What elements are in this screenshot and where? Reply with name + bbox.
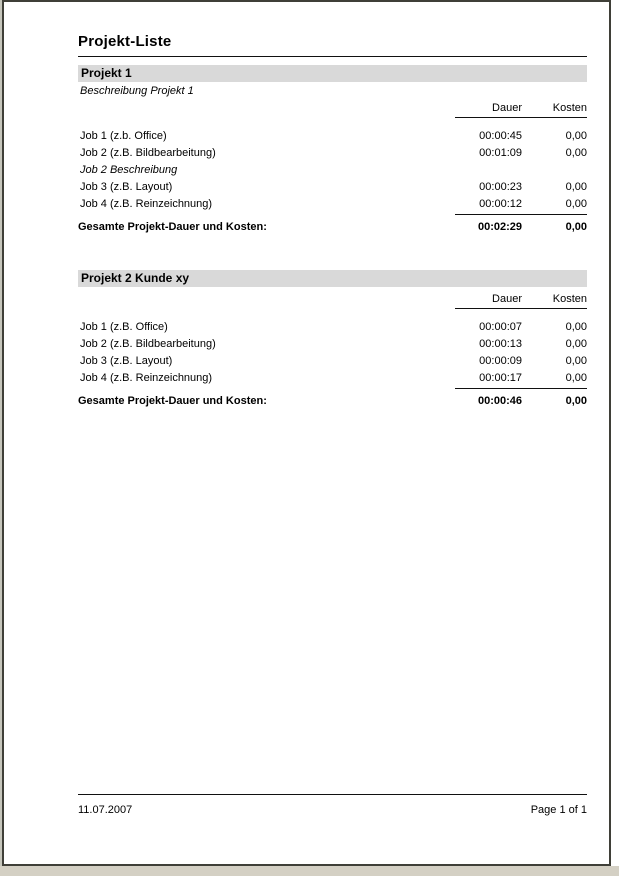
project-1-description: Beschreibung Projekt 1 xyxy=(80,85,194,97)
job-label: Job 1 (z.b. Office) xyxy=(80,129,167,142)
page-footer xyxy=(78,794,587,817)
total-kosten: 0,00 xyxy=(565,395,587,407)
report-page xyxy=(2,0,611,866)
column-header-dauer: Dauer xyxy=(492,102,522,114)
job-label: Job 4 (z.B. Reinzeichnung) xyxy=(80,197,213,210)
job-kosten: 0,00 xyxy=(565,197,587,210)
project-1-header: Projekt 1 xyxy=(78,65,587,82)
job-description-row xyxy=(78,161,587,178)
page-title: Projekt-Liste xyxy=(78,33,587,57)
job-row xyxy=(78,195,587,212)
job-label: Job 1 (z.B. Office) xyxy=(80,320,168,333)
footer-page-number: Page 1 of 1 xyxy=(530,804,587,816)
total-kosten: 0,00 xyxy=(565,221,587,233)
job-row xyxy=(78,127,587,144)
job-label: Job 4 (z.B. Reinzeichnung) xyxy=(80,371,213,384)
project-section-1 xyxy=(78,65,587,234)
job-kosten: 0,00 xyxy=(565,337,587,350)
job-kosten: 0,00 xyxy=(565,320,587,333)
job-kosten: 0,00 xyxy=(565,371,587,384)
job-dauer: 00:00:17 xyxy=(479,371,522,384)
project-section-2 xyxy=(78,270,587,408)
job-dauer: 00:00:23 xyxy=(479,180,522,193)
column-header-kosten: Kosten xyxy=(552,293,587,305)
job-label: Job 2 (z.B. Bildbearbeitung) xyxy=(80,337,216,350)
total-rule xyxy=(455,388,587,389)
job-row xyxy=(78,144,587,161)
column-header-dauer: Dauer xyxy=(492,293,522,305)
job-description: Job 2 Beschreibung xyxy=(80,163,178,176)
job-row xyxy=(78,352,587,369)
job-dauer: 00:01:09 xyxy=(479,146,522,159)
job-label: Job 3 (z.B. Layout) xyxy=(80,354,173,367)
column-headers xyxy=(78,102,587,115)
project-1-total xyxy=(78,221,587,234)
job-rows xyxy=(78,127,587,212)
job-dauer: 00:00:07 xyxy=(479,320,522,333)
job-row xyxy=(78,369,587,386)
job-label: Job 3 (z.B. Layout) xyxy=(80,180,173,193)
job-rows xyxy=(78,318,587,386)
job-kosten: 0,00 xyxy=(565,354,587,367)
job-row xyxy=(78,335,587,352)
job-dauer: 00:00:09 xyxy=(479,354,522,367)
project-2-header: Projekt 2 Kunde xy xyxy=(78,270,587,287)
column-header-kosten: Kosten xyxy=(552,102,587,114)
job-row xyxy=(78,318,587,335)
footer-date: 11.07.2007 xyxy=(78,804,133,816)
project-2-total xyxy=(78,395,587,408)
column-headers xyxy=(78,293,587,306)
job-dauer: 00:00:12 xyxy=(479,197,522,210)
total-rule xyxy=(455,214,587,215)
total-dauer: 00:02:29 xyxy=(477,221,522,233)
job-kosten: 0,00 xyxy=(565,146,587,159)
job-dauer: 00:00:45 xyxy=(479,129,522,142)
total-dauer: 00:00:46 xyxy=(477,395,522,407)
column-header-rule xyxy=(455,308,587,309)
total-label: Gesamte Projekt-Dauer und Kosten: xyxy=(78,221,267,233)
job-label: Job 2 (z.B. Bildbearbeitung) xyxy=(80,146,216,159)
column-header-rule xyxy=(455,117,587,118)
job-kosten: 0,00 xyxy=(565,129,587,142)
job-dauer: 00:00:13 xyxy=(479,337,522,350)
report-content xyxy=(4,2,609,408)
job-kosten: 0,00 xyxy=(565,180,587,193)
job-row xyxy=(78,178,587,195)
window-edge-bottom xyxy=(0,866,619,876)
total-label: Gesamte Projekt-Dauer und Kosten: xyxy=(78,395,267,407)
